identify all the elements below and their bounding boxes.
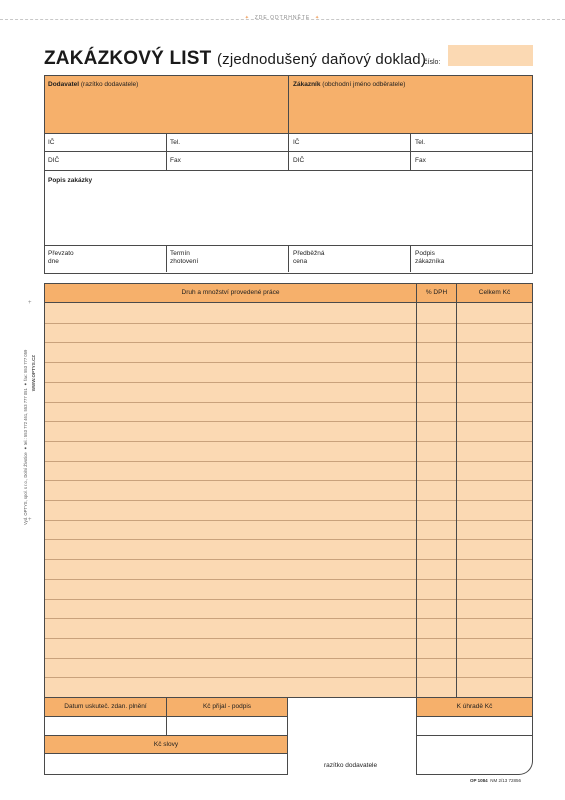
stamp-area[interactable] <box>288 698 417 775</box>
received-label: Kč přijal - podpis <box>202 703 252 710</box>
cut-label: ✦ ZDE ODTRHNĚTE ✦ <box>244 15 321 21</box>
order-section <box>44 170 533 274</box>
customer-signature-label: Podpis zákazníka <box>415 250 445 265</box>
divider <box>410 133 411 170</box>
table-row[interactable] <box>45 559 532 579</box>
customer-tel-label: Tel. <box>415 139 426 146</box>
divider <box>288 245 289 272</box>
table-row[interactable] <box>45 461 532 481</box>
table-row[interactable] <box>45 539 532 559</box>
divider <box>416 284 417 697</box>
col-work-header: Druh a množství provedené práce <box>181 289 280 296</box>
table-row[interactable] <box>45 599 532 619</box>
footer-code: OP 1084 NM 2/13 72856 <box>470 778 521 783</box>
words-field[interactable] <box>45 754 287 773</box>
divider <box>417 735 532 736</box>
supplier-field[interactable] <box>45 76 288 133</box>
table-row[interactable] <box>45 362 532 382</box>
customer-fax-label: Fax <box>415 157 426 164</box>
supplier-dic-label: DIČ <box>48 157 60 164</box>
table-row[interactable] <box>45 441 532 461</box>
table-row[interactable] <box>45 421 532 441</box>
publisher-web: WWW.OPTYS.CZ <box>31 355 36 392</box>
divider <box>456 284 457 697</box>
customer-field[interactable] <box>289 76 532 133</box>
deadline-label: Termín zhotovení <box>170 250 199 265</box>
table-row[interactable] <box>45 500 532 520</box>
table-header <box>45 284 532 302</box>
table-row[interactable] <box>45 303 532 323</box>
stamp-label: razítko dodavatele <box>324 762 378 769</box>
table-row[interactable] <box>45 658 532 678</box>
title-main: ZAKÁZKOVÝ LIST <box>44 48 212 69</box>
words-header <box>45 736 287 753</box>
supplier-ic-label: IČ <box>48 139 55 146</box>
description-field[interactable] <box>45 170 532 245</box>
divider <box>166 245 167 272</box>
page-title <box>44 48 426 70</box>
description-label: Popis zakázky <box>48 177 93 184</box>
customer-ic-label: IČ <box>293 139 300 146</box>
work-table <box>44 283 533 698</box>
table-row[interactable] <box>45 579 532 599</box>
to-pay-label: K úhradě Kč <box>456 703 493 710</box>
table-row[interactable] <box>45 677 532 697</box>
customer-label: Zákazník (obchodní jméno odběratele) <box>293 81 406 88</box>
bottom-left-block <box>44 698 288 775</box>
divider <box>166 133 167 170</box>
table-row[interactable] <box>45 342 532 362</box>
registration-mark: + <box>28 517 32 523</box>
date-label: Datum uskuteč. zdan. plnění <box>64 703 147 710</box>
to-pay-block <box>416 698 533 775</box>
table-row[interactable] <box>45 618 532 638</box>
to-pay-field[interactable] <box>417 717 532 735</box>
registration-mark: + <box>28 300 32 306</box>
date-field[interactable] <box>45 717 166 735</box>
table-row[interactable] <box>45 638 532 658</box>
table-row[interactable] <box>45 382 532 402</box>
words-label: Kč slovy <box>153 741 179 748</box>
date-header <box>45 698 166 716</box>
title-subtitle: (zjednodušený daňový doklad) <box>216 51 427 68</box>
supplier-tel-label: Tel. <box>170 139 181 146</box>
number-field[interactable] <box>448 45 533 66</box>
taken-over-label: Převzato dne <box>48 250 74 265</box>
estimated-price-label: Předběžná cena <box>293 250 325 265</box>
divider <box>45 151 532 152</box>
divider <box>45 133 532 134</box>
table-row[interactable] <box>45 480 532 500</box>
customer-dic-label: DIČ <box>293 157 305 164</box>
cut-label-text: ZDE ODTRHNĚTE <box>254 15 311 21</box>
divider <box>410 245 411 272</box>
table-row[interactable] <box>45 402 532 422</box>
table-body <box>45 303 532 697</box>
table-row[interactable] <box>45 520 532 540</box>
col-total-header: Celkem Kč <box>478 289 511 296</box>
supplier-fax-label: Fax <box>170 157 181 164</box>
table-row[interactable] <box>45 323 532 343</box>
col-vat-header: % DPH <box>425 289 448 296</box>
number-label: číslo: <box>424 59 441 66</box>
received-header <box>167 698 287 716</box>
divider <box>288 76 289 170</box>
received-field[interactable] <box>167 717 287 735</box>
supplier-label: Dodavatel (razítko dodavatele) <box>48 81 139 88</box>
parties-section <box>44 75 533 171</box>
to-pay-header <box>417 698 532 716</box>
publisher-info: Vyd. OPTYS, spol. s r.o., Dolní Životice ● tel.: 553 772 461, 553 777 051 ● fax: 553 777 059 <box>23 349 28 525</box>
